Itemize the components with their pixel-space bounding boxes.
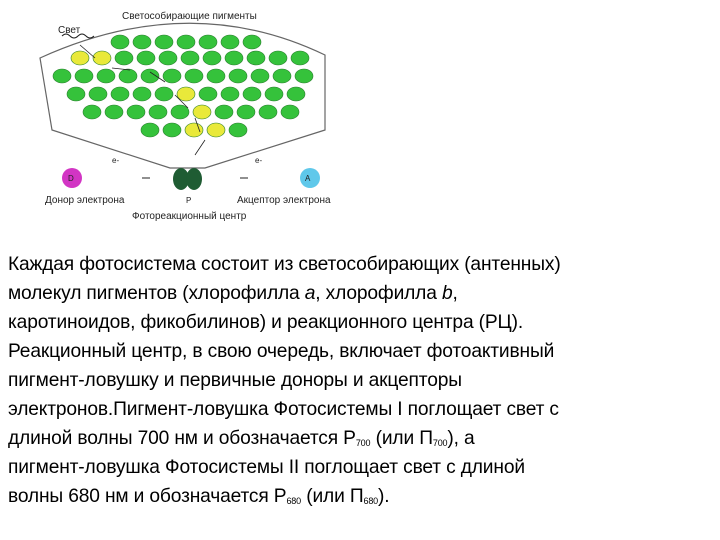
antenna-pigment: [269, 51, 287, 65]
text-line: молекул пигментов (хлорофилла a, хлорофилла b,: [8, 283, 458, 304]
antenna-pigment: [67, 87, 85, 101]
reaction-center-symbol: P: [186, 196, 192, 205]
antenna-pigment: [163, 69, 181, 83]
antenna-pigment: [149, 105, 167, 119]
antenna-pigment: [221, 35, 239, 49]
antenna-pigment: [243, 35, 261, 49]
antenna-pigment: [287, 87, 305, 101]
electron-right-label: e-: [255, 156, 263, 165]
excited-pigment: [177, 87, 195, 101]
text-line: пигмент-ловушку и первичные доноры и акцепторы: [8, 370, 462, 391]
reaction-center-right: [186, 168, 202, 190]
antenna-pigment: [185, 69, 203, 83]
antenna-pigment: [215, 105, 233, 119]
antenna-pigment: [111, 87, 129, 101]
photosystem-diagram: [0, 0, 360, 232]
antenna-pigment: [155, 87, 173, 101]
antenna-pigment: [163, 123, 181, 137]
antenna-pigment: [199, 35, 217, 49]
antenna-pigment: [171, 105, 189, 119]
light-label: Свет: [58, 25, 81, 36]
antenna-pigment: [251, 69, 269, 83]
antenna-pigment: [229, 69, 247, 83]
antenna-pigment: [115, 51, 133, 65]
antenna-pigment: [83, 105, 101, 119]
antenna-pigment: [137, 51, 155, 65]
antenna-pigment: [295, 69, 313, 83]
text-line: волны 680 нм и обозначается $Р_{680}$ (или $П_{680}$).: [8, 486, 390, 507]
antenna-pigment: [111, 35, 129, 49]
excited-pigment: [185, 123, 203, 137]
donor-symbol: D: [68, 174, 74, 183]
description-text: [8, 250, 716, 511]
electron-left-label: e-: [112, 156, 120, 165]
antenna-pigment: [105, 105, 123, 119]
antenna-pigment: [119, 69, 137, 83]
antenna-pigment: [259, 105, 277, 119]
reaction-center-label: Фотореакционный центр: [132, 211, 247, 222]
antenna-pigment: [243, 87, 261, 101]
antenna-pigment: [155, 35, 173, 49]
antenna-pigment: [207, 69, 225, 83]
antenna-pigment: [133, 87, 151, 101]
antenna-pigment: [199, 87, 217, 101]
text-line: длиной волны 700 нм и обозначается $Р_{700}$ (или $П_{700}$), а: [8, 428, 475, 449]
antenna-pigment: [229, 123, 247, 137]
excited-pigment: [193, 105, 211, 119]
acceptor-label: Акцептор электрона: [237, 195, 331, 206]
antenna-pigment: [225, 51, 243, 65]
text-line: Каждая фотосистема состоит из светособирающих (антенных): [8, 254, 561, 275]
excited-pigment: [207, 123, 225, 137]
antenna-pigment: [133, 35, 151, 49]
text-line: Реакционный центр, в свою очередь, включает фотоактивный: [8, 341, 555, 362]
antenna-pigment: [181, 51, 199, 65]
text-line: электронов.Пигмент-ловушка Фотосистемы I поглощает свет с: [8, 399, 559, 420]
antenna-pigment: [97, 69, 115, 83]
acceptor-symbol: A: [305, 174, 311, 183]
antenna-pigment: [265, 87, 283, 101]
antenna-pigment: [247, 51, 265, 65]
antenna-pigment: [141, 123, 159, 137]
antenna-pigment: [291, 51, 309, 65]
antenna-pigment: [281, 105, 299, 119]
text-line: пигмент-ловушка Фотосистемы II поглощает свет с длиной: [8, 457, 525, 478]
antenna-pigment: [75, 69, 93, 83]
antenna-pigment: [89, 87, 107, 101]
antenna-pigment: [221, 87, 239, 101]
antenna-pigment: [127, 105, 145, 119]
excited-pigment: [93, 51, 111, 65]
antenna-pigment: [177, 35, 195, 49]
excited-pigment: [71, 51, 89, 65]
pigments-label: Светособирающие пигменты: [122, 11, 257, 22]
antenna-pigment: [203, 51, 221, 65]
antenna-pigment: [159, 51, 177, 65]
donor-label: Донор электрона: [45, 195, 125, 206]
antenna-pigment: [53, 69, 71, 83]
text-line: каротиноидов, фикобилинов) и реакционного центра (РЦ).: [8, 312, 523, 333]
antenna-pigment: [273, 69, 291, 83]
antenna-pigment: [237, 105, 255, 119]
